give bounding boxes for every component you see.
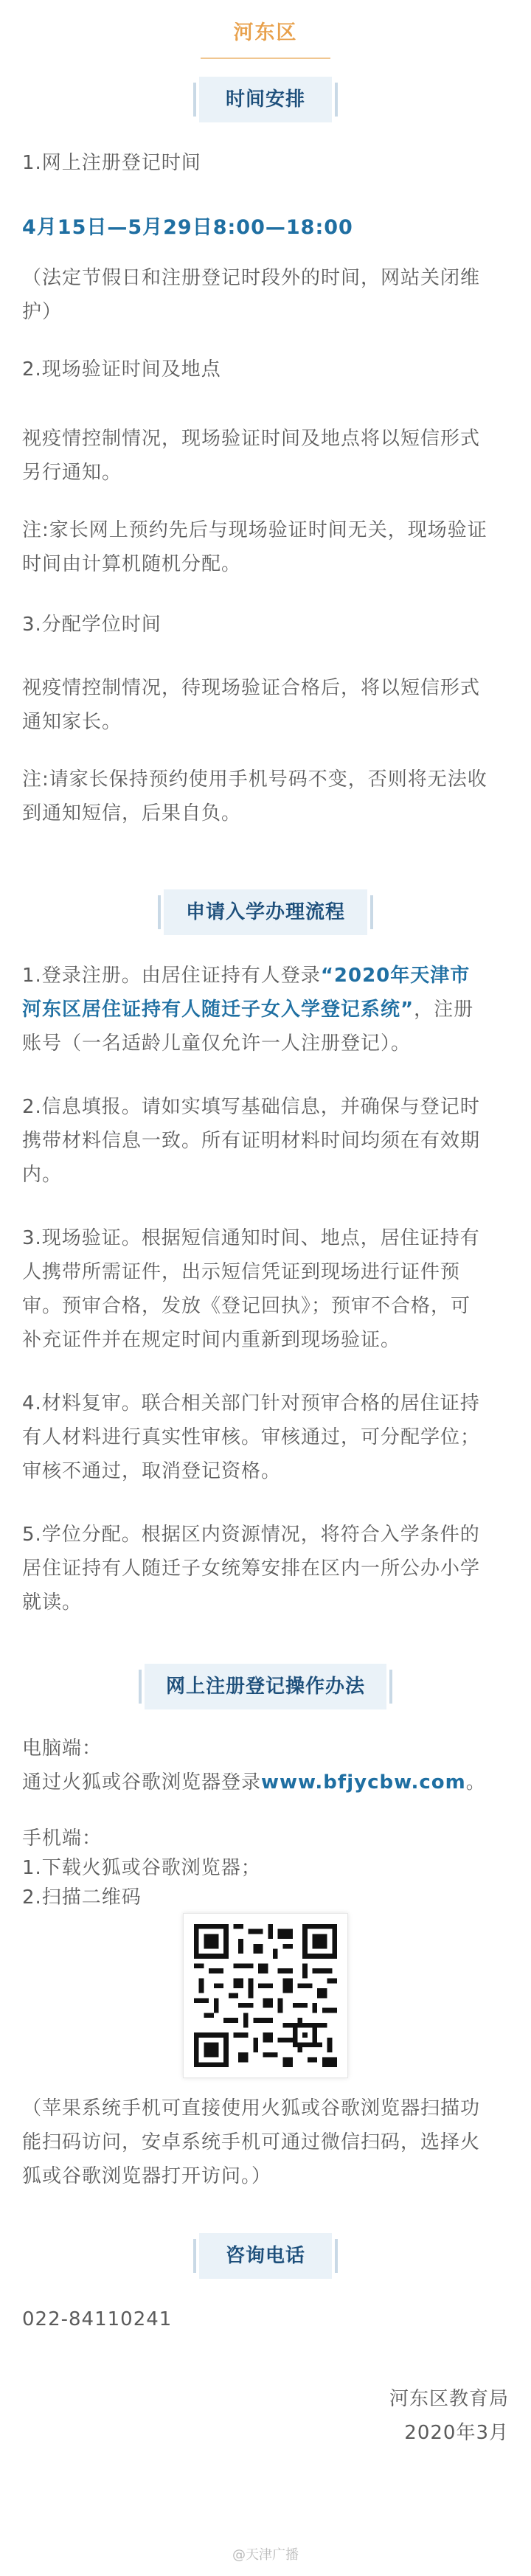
time-item-3-title: 3.分配学位时间 — [22, 614, 162, 636]
system-name-part1: “2020年天津市 — [320, 965, 471, 987]
process-step-3-line3: 审。预审合格，发放《登记回执》；预审不合格，可 — [22, 1295, 471, 1317]
time-item-1-title: 1.网上注册登记时间 — [22, 152, 201, 174]
process-step-1-text-cont: ，注册 — [414, 999, 474, 1021]
process-step-3-line4: 补充证件并在规定时间内重新到现场验证。 — [22, 1329, 401, 1351]
process-step-1-text: 1.登录注册。由居住证持有人登录 — [22, 965, 321, 987]
qr-code[interactable] — [183, 1913, 348, 2078]
time-item-1-note-line1: （法定节假日和注册登记时段外的时间，网站关闭维 — [22, 267, 481, 289]
time-item-2-title: 2.现场验证时间及地点 — [22, 358, 221, 381]
time-item-2-note-line2: 时间由计算机随机分配。 — [22, 553, 242, 575]
mobile-step-1: 1.下载火狐或谷歌浏览器； — [22, 1857, 261, 1879]
process-step-3-line1: 3.现场验证。根据短信通知时间、地点，居住证持有 — [22, 1227, 480, 1249]
mobile-step-2: 2.扫描二维码 — [22, 1886, 142, 1909]
pc-label: 电脑端： — [22, 1737, 103, 1760]
qr-note-line3: 狐或谷歌浏览器打开访问。） — [22, 2165, 272, 2187]
time-item-3-line2: 通知家长。 — [22, 711, 122, 733]
process-step-5-line3: 就读。 — [22, 1591, 83, 1614]
process-step-5-line1: 5.学位分配。根据区内资源情况，将符合入学条件的 — [22, 1524, 480, 1546]
time-item-3-note-line2: 到通知短信，后果自负。 — [22, 802, 242, 824]
section-banner-contact: 咨询电话 — [199, 2233, 332, 2279]
pc-instruction — [22, 1764, 509, 1801]
footer-org: 河东区教育局 — [389, 2388, 509, 2410]
section-banner-online: 网上注册登记操作办法 — [145, 1664, 386, 1709]
footer-date: 2020年3月 — [404, 2422, 509, 2444]
time-item-3-line1: 视疫情控制情况，待现场验证合格后，将以短信形式 — [22, 677, 481, 699]
process-step-1-line2 — [22, 991, 509, 1028]
time-item-3-note-line1: 注:请家长保持预约使用手机号码不变，否则将无法收 — [22, 768, 487, 791]
watermark: @天津广播 — [232, 2547, 299, 2563]
process-step-2-line3: 内。 — [22, 1164, 63, 1186]
district-title: 河东区 — [233, 21, 298, 44]
process-step-1-line1 — [22, 957, 509, 994]
registration-dates: 4月15日—5月29日8:00—18:00 — [22, 216, 353, 239]
mobile-label: 手机端： — [22, 1827, 103, 1850]
process-step-3-line2: 人携带所需证件，出示短信凭证到现场进行证件预 — [22, 1261, 461, 1283]
time-item-2-line1: 视疫情控制情况，现场验证时间及地点将以短信形式 — [22, 428, 481, 450]
district-title-underline — [201, 58, 330, 59]
contact-phone[interactable]: 022-84110241 — [22, 2308, 173, 2330]
process-step-4-line3: 审核不通过，取消登记资格。 — [22, 1460, 282, 1482]
registration-website-link[interactable]: www.bfjycbw.com — [261, 1771, 466, 1794]
pc-instruction-text: 通过火狐或谷歌浏览器登录 — [22, 1771, 262, 1794]
section-banner-time: 时间安排 — [199, 77, 332, 122]
qr-note-line1: （苹果系统手机可直接使用火狐或谷歌浏览器扫描功 — [22, 2097, 481, 2120]
process-step-2-line1: 2.信息填报。请如实填写基础信息，并确保与登记时 — [22, 1096, 480, 1118]
time-item-1-note-line2: 护） — [22, 301, 63, 323]
time-item-2-line2: 另行通知。 — [22, 462, 122, 484]
section-banner-process: 申请入学办理流程 — [164, 889, 367, 935]
process-step-2-line2: 携带材料信息一致。所有证明材料时间均须在有效期 — [22, 1130, 481, 1152]
qr-code-icon — [194, 1924, 337, 2067]
qr-note-line2: 能扫码访问，安卓系统手机可通过微信扫码，选择火 — [22, 2131, 481, 2153]
system-name-part2: 河东区居住证持有人随迁子女入学登记系统” — [22, 999, 414, 1021]
pc-instruction-end: 。 — [465, 1771, 486, 1794]
process-step-4-line2: 有人材料进行真实性审核。审核通过，可分配学位； — [22, 1426, 481, 1448]
time-item-2-note-line1: 注:家长网上预约先后与现场验证时间无关，现场验证 — [22, 519, 487, 541]
process-step-5-line2: 居住证持有人随迁子女统筹安排在区内一所公办小学 — [22, 1558, 481, 1580]
process-step-1-line3: 账号（一名适龄儿童仅允许一人注册登记）。 — [22, 1032, 412, 1055]
process-step-4-line1: 4.材料复审。联合相关部门针对预审合格的居住证持 — [22, 1392, 480, 1414]
